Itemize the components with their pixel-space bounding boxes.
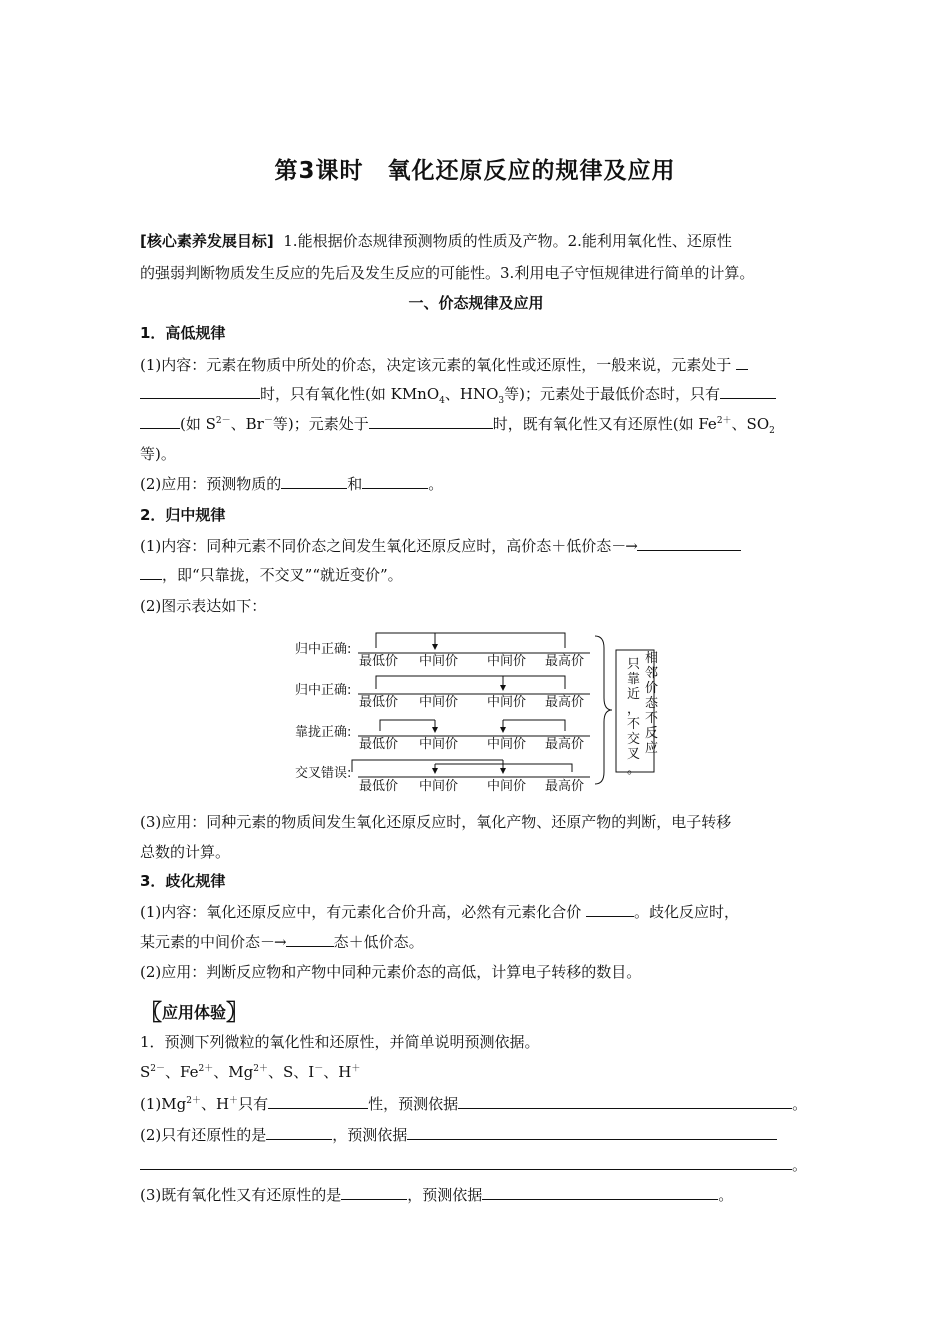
superscript: ＋ (351, 1064, 361, 1074)
superscript: ＋ (229, 1096, 239, 1106)
note-char: 近 (627, 687, 641, 702)
note-column-2 (645, 650, 659, 756)
rule2-application-line-2: 总数的计算。 (140, 843, 231, 861)
note-column-1 (627, 657, 640, 777)
rule1-text: (2)应用：预测物质的 (140, 475, 282, 493)
goal-text-1: 1.能根据价态规律预测物质的性质及产物。2.能利用氧化性、还原性 (283, 232, 732, 250)
connector-line (376, 633, 565, 648)
superscript: 2－ (215, 416, 231, 426)
note-char: 交 (627, 732, 641, 747)
note-char: 态 (645, 696, 659, 711)
subscript: 2 (769, 426, 775, 436)
rule1-content-line-2 (140, 384, 812, 404)
diagram-mark: 最高价 (545, 695, 585, 710)
diagram-mark: 中间价 (419, 695, 459, 710)
page-title: 第3课时 氧化还原反应的规律及应用 (274, 158, 676, 184)
rule1-text: 、HNO (444, 385, 499, 403)
valence-diagram (290, 628, 660, 800)
answer-text: 性，预测依据 (368, 1095, 459, 1113)
practice-answer-2-continued (140, 1155, 812, 1175)
rule3-application: (2)应用：判断反应物和产物中同种元素价态的高低，计算电子转移的数目。 (140, 963, 642, 981)
rule2-content-line-2 (140, 565, 812, 585)
note-char: 反 (645, 726, 659, 741)
practice-answer-3 (140, 1185, 812, 1205)
rule1-application (140, 474, 812, 494)
separator: 、 (323, 1063, 339, 1081)
rule1-content-line-3 (140, 414, 812, 434)
rule1-text: 时，既有氧化性又有还原性(如 Fe (492, 415, 717, 433)
separator: 、 (293, 1063, 309, 1081)
rule1-text: 。 (428, 475, 444, 493)
rule1-text: 等)；元素处于 (272, 415, 369, 433)
diagram-mark: 最高价 (545, 654, 585, 669)
answer-text: 。 (792, 1156, 808, 1174)
answer-text: (1)Mg (140, 1095, 187, 1113)
bracket-open: 〖 (140, 1001, 163, 1026)
answer-blank[interactable] (341, 1185, 407, 1200)
practice-answer-2 (140, 1125, 812, 1145)
answer-text: 、H (200, 1095, 230, 1113)
note-char: 。 (627, 762, 641, 777)
answer-blank[interactable] (407, 1125, 777, 1140)
rule2-text: (1)内容：同种元素不同价态之间发生氧化还原反应时，高价态＋低价态 (140, 537, 612, 555)
rule2-heading: 2．归中规律 (140, 506, 226, 524)
note-char: 不 (627, 717, 641, 732)
rule1-content-line-1 (140, 355, 812, 375)
connector-line (352, 760, 503, 772)
diagram-mark: 中间价 (419, 779, 459, 794)
species: S (140, 1063, 151, 1081)
rule2-application-line-1: (3)应用：同种元素的物质间发生氧化还原反应时，氧化产物、还原产物的判断，电子转移 (140, 813, 732, 831)
answer-blank[interactable] (266, 1125, 332, 1140)
practice-answer-1 (140, 1094, 812, 1114)
rule1-text: 时，只有氧化性(如 KMnO (260, 385, 440, 403)
rule1-text: (如 S (180, 415, 216, 433)
diagram-mark: 最高价 (545, 737, 585, 752)
connector-line (503, 720, 565, 731)
rule3-heading: 3．歧化规律 (140, 872, 226, 890)
connector-line (376, 676, 565, 689)
rule3-content-line-2 (140, 932, 812, 952)
diagram-mark: 中间价 (419, 654, 459, 669)
species: H (338, 1063, 352, 1081)
brace (595, 636, 612, 784)
species: S (282, 1063, 294, 1081)
goal-line-2: 的强弱判断物质发生反应的先后及发生反应的可能性。3.利用电子守恒规律进行简单的计算。 (140, 264, 755, 282)
superscript: 2＋ (186, 1096, 201, 1106)
diagram-row-label: 交叉错误: (295, 766, 352, 781)
goal-line-1 (140, 231, 812, 251)
answer-blank[interactable] (637, 536, 741, 551)
answer-blank[interactable] (140, 1155, 792, 1170)
answer-blank[interactable] (720, 384, 776, 399)
answer-blank[interactable] (286, 932, 334, 947)
subscript: 4 (439, 396, 445, 406)
diagram-row-label: 靠拢正确: (295, 725, 352, 740)
note-char: 价 (645, 681, 659, 696)
note-char: 靠 (627, 672, 641, 687)
answer-text: (2)只有还原性的是 (140, 1126, 267, 1144)
answer-blank[interactable] (281, 474, 347, 489)
diagram-row-label: 归中正确: (295, 642, 352, 657)
practice-tag (140, 996, 248, 1027)
answer-text: 。 (718, 1186, 734, 1204)
answer-blank[interactable] (482, 1185, 718, 1200)
separator: 、 (213, 1063, 229, 1081)
superscript: － (314, 1064, 324, 1074)
note-char: 相 (645, 651, 659, 666)
answer-blank[interactable] (369, 414, 493, 429)
diagram-mark: 中间价 (487, 779, 527, 794)
diagram-mark: 中间价 (487, 695, 527, 710)
rule2-diagram-label: (2)图示表达如下： (140, 597, 267, 615)
superscript: － (263, 416, 273, 426)
species: Fe (180, 1063, 199, 1081)
note-char: 应 (645, 741, 659, 756)
note-char: 不 (645, 711, 659, 726)
note-char: 只 (627, 657, 641, 672)
separator: 、 (267, 1063, 283, 1081)
rule3-content-line-1 (140, 902, 812, 922)
rule3-text: 。歧化反应时， (634, 903, 740, 921)
answer-text: 。 (792, 1095, 808, 1113)
rule2-content-line-1 (140, 536, 812, 556)
rule3-text: 态＋低价态。 (333, 933, 424, 951)
reaction-arrow: －→ (611, 537, 637, 555)
diagram-mark: 中间价 (487, 737, 527, 752)
species: I (308, 1063, 315, 1081)
rule3-text: (1)内容：氧化还原反应中，有元素化合价升高，必然有元素化合价 (140, 903, 582, 921)
connector-line (380, 720, 435, 731)
bracket-close: 〗 (226, 1001, 249, 1026)
answer-text: ，预测依据 (332, 1126, 408, 1144)
answer-text: ，预测依据 (407, 1186, 483, 1204)
species-list (140, 1062, 812, 1082)
separator: 、 (165, 1063, 181, 1081)
diagram-mark: 中间价 (487, 654, 527, 669)
answer-blank[interactable] (586, 902, 634, 917)
rule1-text: 等)；元素处于最低价态时，只有 (504, 385, 720, 403)
rule1-heading: 1．高低规律 (140, 324, 226, 342)
reaction-arrow: －→ (260, 933, 286, 951)
superscript: 2＋ (253, 1064, 268, 1074)
diagram-mark: 最低价 (359, 695, 399, 710)
rule1-text: 和 (347, 475, 363, 493)
practice-question-1: 1．预测下列微粒的氧化性和还原性，并简单说明预测依据。 (140, 1033, 540, 1051)
diagram-mark: 最低价 (359, 737, 399, 752)
note-char: ， (627, 702, 641, 717)
superscript: 2＋ (716, 416, 732, 426)
answer-text: (3)既有氧化性又有还原性的是 (140, 1186, 342, 1204)
rule1-content-line-4: 等)。 (140, 445, 176, 463)
rule1-text: 、Br (230, 415, 264, 433)
section-heading-1: 一、价态规律及应用 (408, 294, 544, 312)
subscript: 3 (498, 396, 505, 406)
practice-tag-label: 应用体验 (162, 1003, 227, 1022)
answer-blank[interactable] (140, 414, 180, 429)
answer-blank[interactable] (268, 1094, 368, 1109)
diagram-mark: 中间价 (419, 737, 459, 752)
diagram-mark: 最低价 (359, 779, 399, 794)
rule2-text: ，即“只靠拢，不交叉”“就近变价”。 (162, 566, 403, 584)
diagram-row-label: 归中正确: (295, 683, 352, 698)
answer-blank[interactable] (362, 474, 428, 489)
diagram-mark: 最低价 (359, 654, 399, 669)
superscript: 2－ (150, 1064, 166, 1074)
rule1-text: (1)内容：元素在物质中所处的价态，决定该元素的氧化性或还原性，一般来说，元素处于 (140, 356, 732, 374)
superscript: 2＋ (198, 1064, 214, 1074)
species: Mg (228, 1063, 254, 1081)
rule3-text: 某元素的中间价态 (140, 933, 261, 951)
answer-text: 只有 (238, 1095, 269, 1113)
answer-blank[interactable] (140, 384, 260, 399)
goal-tag: [核心素养发展目标] (140, 232, 274, 250)
note-char: 邻 (645, 666, 659, 681)
answer-blank[interactable] (140, 565, 162, 580)
rule1-text: 、SO (731, 415, 770, 433)
answer-blank[interactable] (458, 1094, 792, 1109)
note-char: 叉 (627, 747, 641, 762)
diagram-mark: 最高价 (545, 779, 585, 794)
answer-blank[interactable] (736, 355, 748, 370)
